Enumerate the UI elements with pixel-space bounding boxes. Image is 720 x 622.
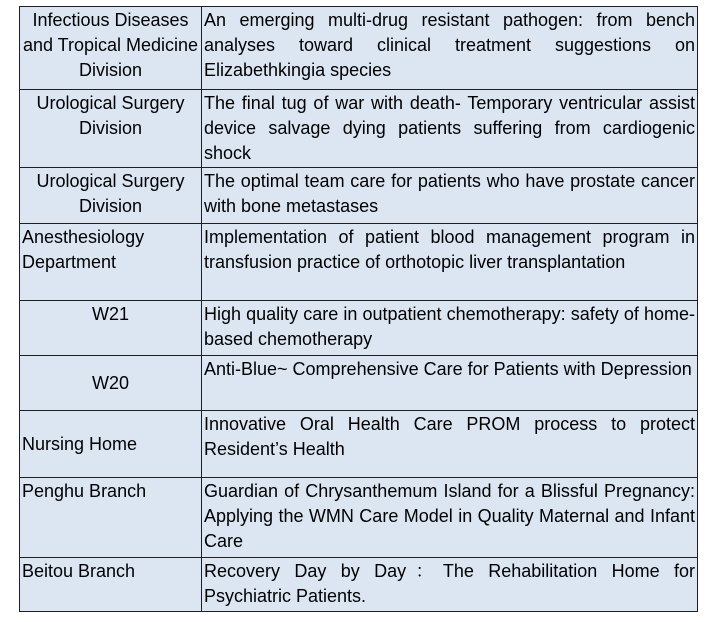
unit-cell: Urological Surgery Division [20,168,202,224]
title-cell: Innovative Oral Health Care PROM process to protect Resident’s Health [202,411,698,478]
title-cell: Recovery Day by Day：The Rehabilitation Home for Psychiatric Patients. [202,558,698,612]
table-row [20,411,698,478]
unit-cell: Penghu Branch [20,478,202,558]
unit-cell: Beitou Branch [20,558,202,612]
title-cell: High quality care in outpatient chemotherapy: safety of home-based chemotherapy [202,301,698,356]
title-cell: Guardian of Chrysanthemum Island for a Blissful Pregnancy: Applying the WMN Care Model in Quality Maternal and Infant Care [202,478,698,558]
table-row [20,301,698,356]
unit-cell: Infectious Diseases and Tropical Medicine Division [20,7,202,90]
table-row [20,224,698,301]
unit-cell: Anesthesiology Department [20,224,202,301]
unit-cell: W21 [20,301,202,356]
unit-cell: Nursing Home [20,411,202,478]
title-cell: The optimal team care for patients who have prostate cancer with bone metastases [202,168,698,224]
table-row [20,558,698,612]
title-cell: The final tug of war with death- Temporary ventricular assist device salvage dying patients suffering from cardiogenic shock [202,90,698,168]
table-row [20,7,698,90]
title-cell: An emerging multi-drug resistant pathogen: from bench analyses toward clinical treatment suggestions on Elizabethkingia species [202,7,698,90]
table-row [20,168,698,224]
title-cell: Implementation of patient blood management program in transfusion practice of orthotopic liver transplantation [202,224,698,301]
table-row [20,356,698,411]
table-row [20,90,698,168]
projects-table [19,6,698,612]
unit-cell: Urological Surgery Division [20,90,202,168]
table-row [20,478,698,558]
unit-cell: W20 [20,356,202,411]
title-cell: Anti-Blue~ Comprehensive Care for Patients with Depression [202,356,698,411]
